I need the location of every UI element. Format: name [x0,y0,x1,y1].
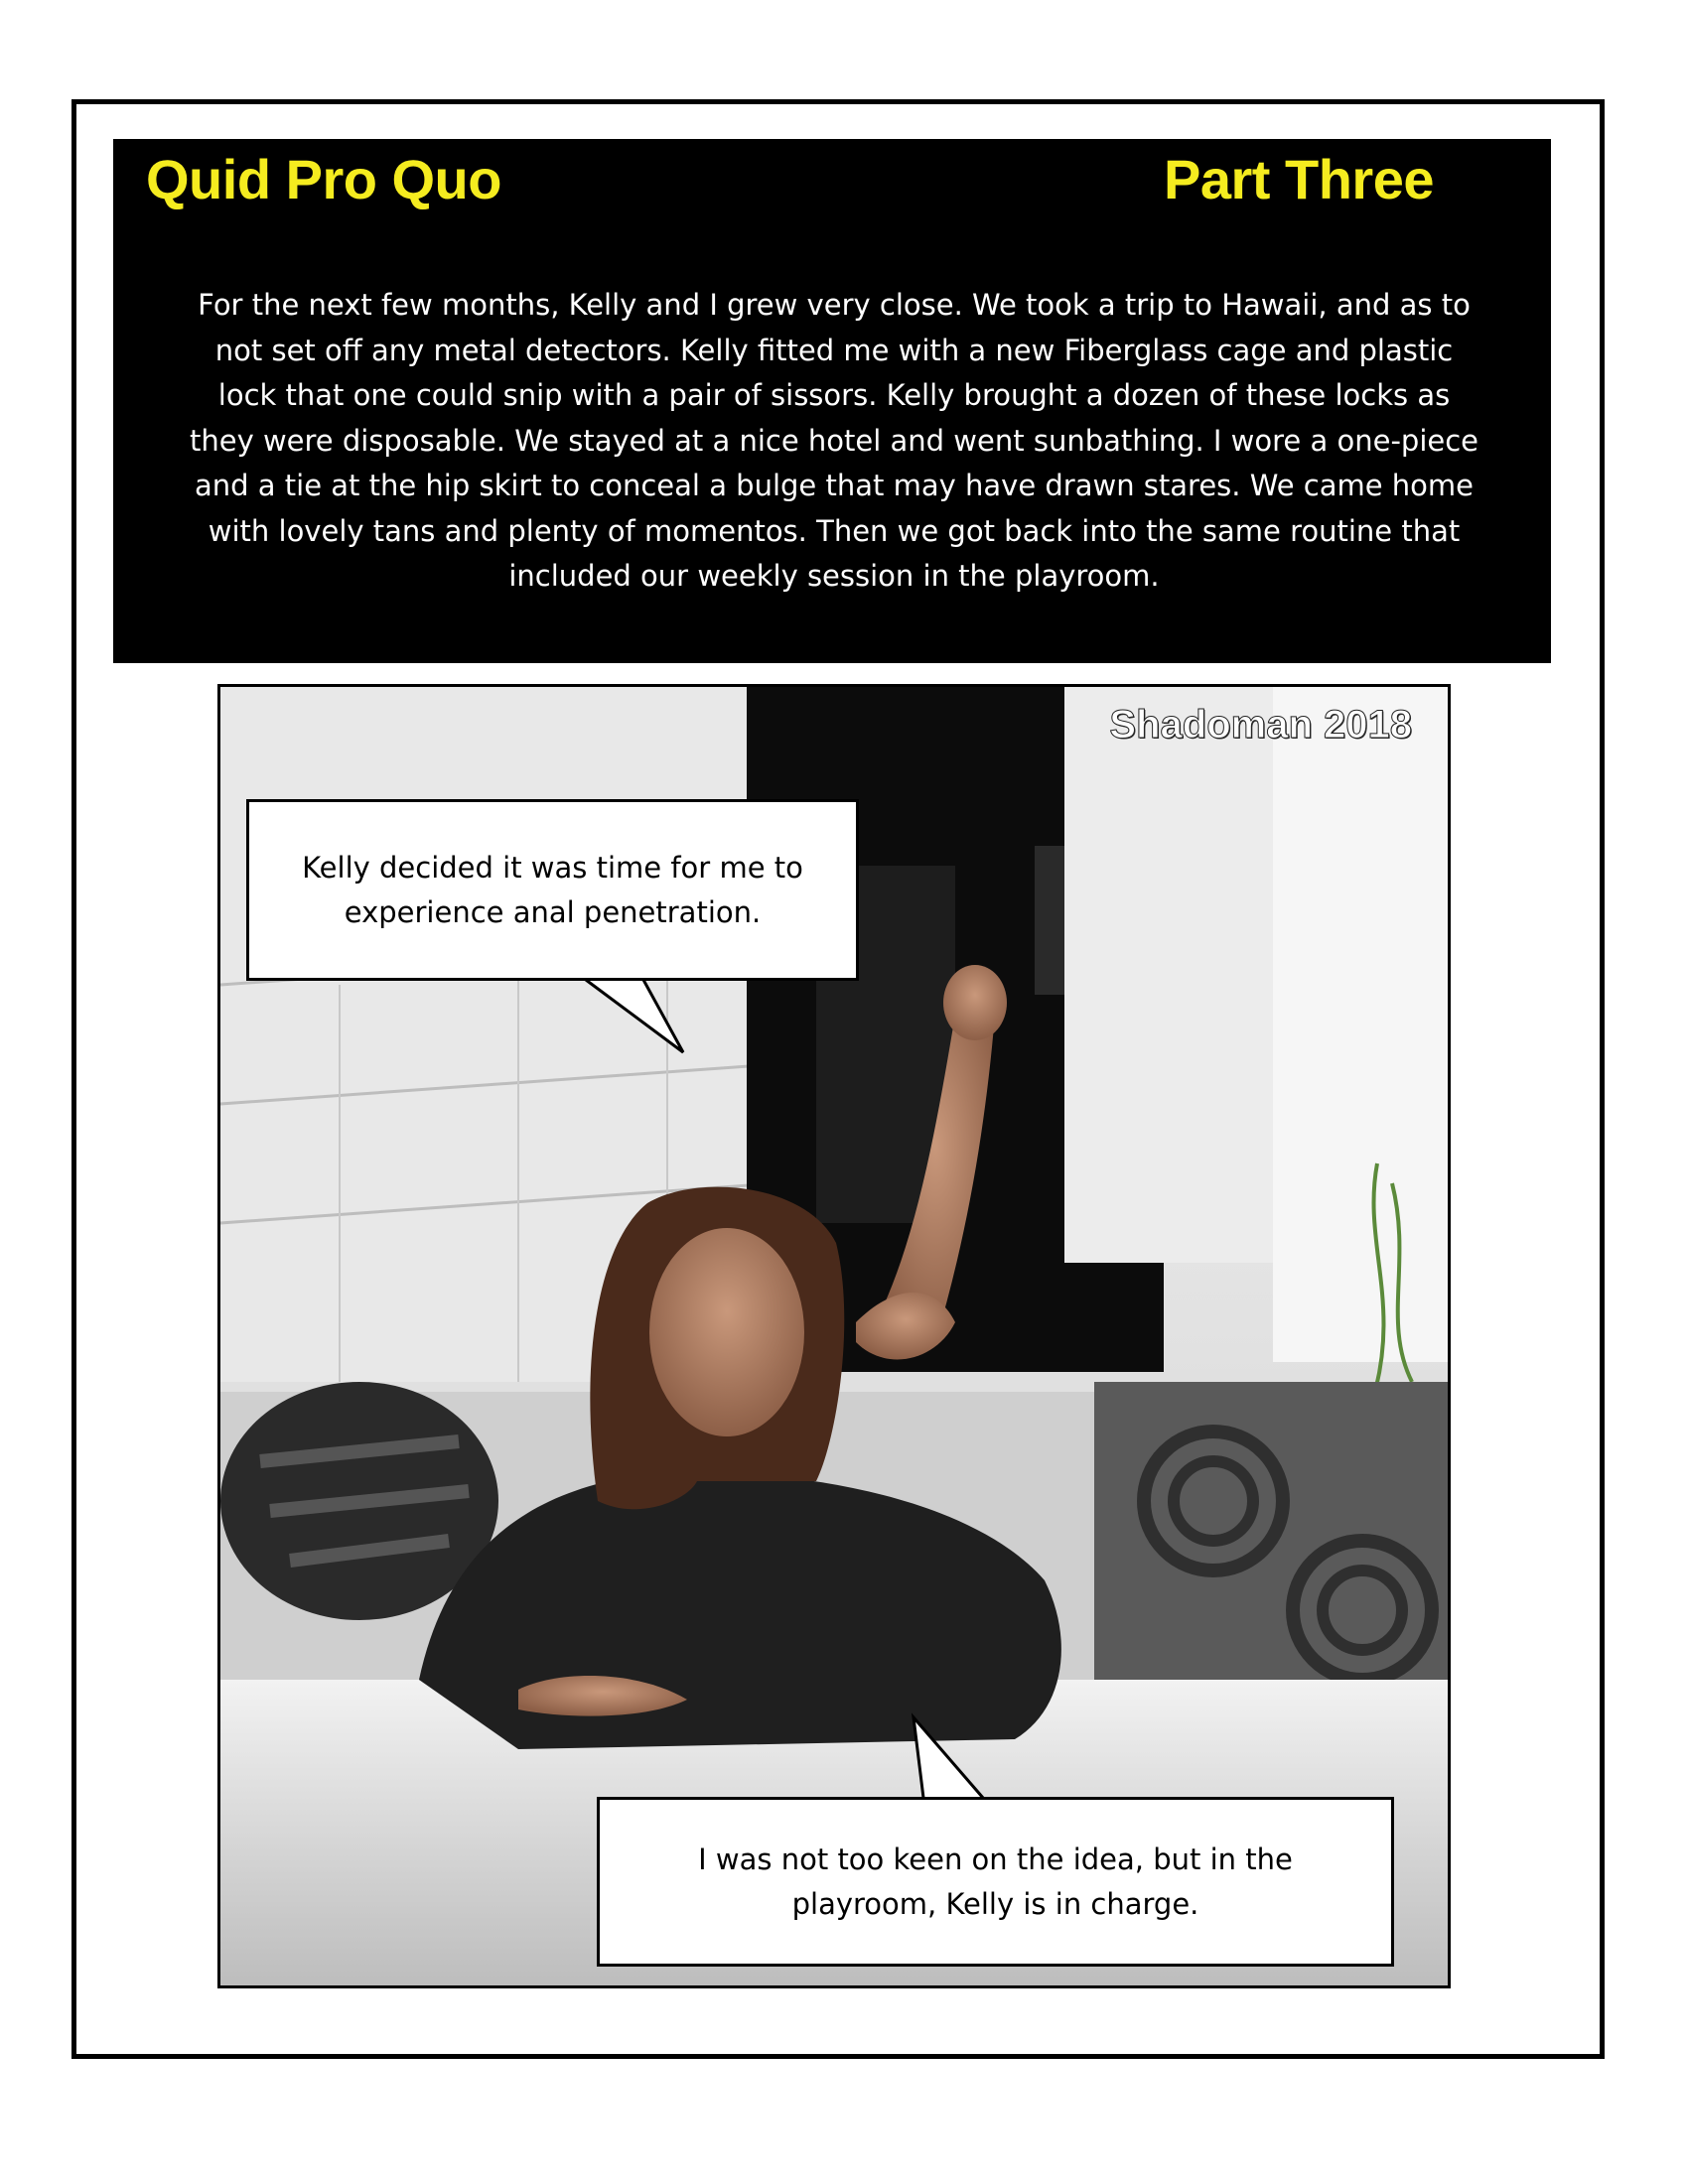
intro-line: and a tie at the hip skirt to conceal a bulge that may have drawn stares. We came home [195,469,1474,502]
intro-line: not set off any metal detectors. Kelly fitted me with a new Fiberglass cage and plastic [214,333,1454,367]
speech-bubble-bottom [597,1797,1394,1967]
intro-line: with lovely tans and plenty of momentos. Then we got back into the same routine that [208,513,1461,548]
speech-bubble-top [246,799,859,981]
artist-watermark: Shadoman 2018 [1109,703,1412,747]
intro-line: included our weekly session in the playroom. [508,559,1160,593]
intro-text [149,283,1519,600]
bubble-text: Kelly decided it was time for me to experience anal penetration. [302,850,803,929]
bubble-text: I was not too keen on the idea, but in the playroom, Kelly is in charge. [698,1842,1293,1921]
part-label: Part Three [1164,148,1434,210]
story-title: Quid Pro Quo [146,148,501,210]
intro-line: For the next few months, Kelly and I grew very close. We took a trip to Hawaii, and as to [198,288,1471,322]
intro-line: they were disposable. We stayed at a nice hotel and went sunbathing. I wore a one-piece [189,423,1479,458]
intro-line: lock that one could snip with a pair of sissors. Kelly brought a dozen of these locks as [217,378,1451,412]
